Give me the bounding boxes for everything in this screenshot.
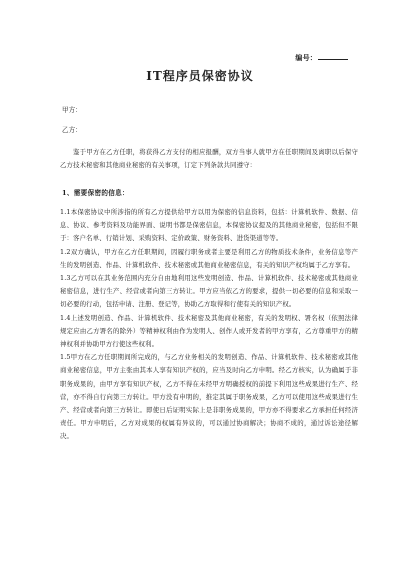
document-title: IT程序员保密协议 xyxy=(146,69,254,83)
clause-paragraph: 1.5甲方在乙方任职期间所完成的，与乙方业务相关的发明创造、作品、计算机软件、技术秘密或其他商业秘密信息，甲方主张由其本人享有知识产权的，应当及时向乙方申明。经乙方核实，认为确属于非职务成果的，由甲方享有知识产权，乙方不得在未经甲方明确授权的前提下利用这些成果进行生产、经营，亦不得自行向第三方转让。甲方没有申明的，推定其属于职务成果，乙方可以使用这些成果进行生产、经营或者向第三方转让。即使日后证明实际上是非职务成果的，甲方亦不得要求乙方承担任何经济责任。甲方申明后，乙方对成果的权属有异议的，可以通过协商解决；协商不成的，通过诉讼途径解决。 xyxy=(60,353,358,441)
clause-paragraph: 1.4上述发明创造、作品、计算机软件、技术秘密及其他商业秘密，有关的发明权、署名权（依照法律规定应由乙方署名的除外）等精神权利由作为发明人、创作人或开发者的甲方享有，乙方尊重甲方的精神权利并协助甲方行使这些权利。 xyxy=(60,313,358,349)
clause-paragraph: 1.3乙方可以在其业务范围内充分自由地利用这些发明创造、作品、计算机软件、技术秘密或其他商业秘密信息，进行生产、经营或者向第三方转让。甲方应当依乙方的要求，提供一切必要的信息和采取一切必要的行动，包括申请、注册、登记等，协助乙方取得和行使有关的知识产权。 xyxy=(60,274,358,309)
clause-paragraph: 1.1本保密协议中所涉指的所有乙方提供给甲方以用为保密的信息资料，包括：计算机软件、数据、信息、协议、参考资料及功能界面、说明书都是保密信息，本保密协议提及的其他商业秘密，包括但不限于：客户名单、行销计划、采购资料、定价政策、财务资料、进货渠道等等。 xyxy=(60,208,358,243)
intro-paragraph: 鉴于甲方在乙方任职，将获得乙方支付的相应报酬，双方当事人就甲方在任职期间及离职以后保守乙方技术秘密和其他商业秘密的有关事项，订定下列条款共同遵守： xyxy=(60,148,358,170)
serial-number xyxy=(295,52,348,63)
clause-paragraph: 1.2双方确认，甲方在乙方任职期间，因履行职务或者主要是利用乙方的物质技术条件，业务信息等产生的发明创造、作品、计算机软件、技术秘密或其他商业秘密信息，有关的知识产权均属于乙方享有。 xyxy=(60,247,358,269)
party-a-label: 甲方： xyxy=(62,106,82,114)
serial-blank-line xyxy=(318,52,348,60)
party-b-label: 乙方： xyxy=(62,126,82,134)
serial-label: 编号： xyxy=(295,53,317,62)
clauses-list xyxy=(60,206,358,444)
section-heading: 1、需要保密的信息： xyxy=(62,189,129,197)
